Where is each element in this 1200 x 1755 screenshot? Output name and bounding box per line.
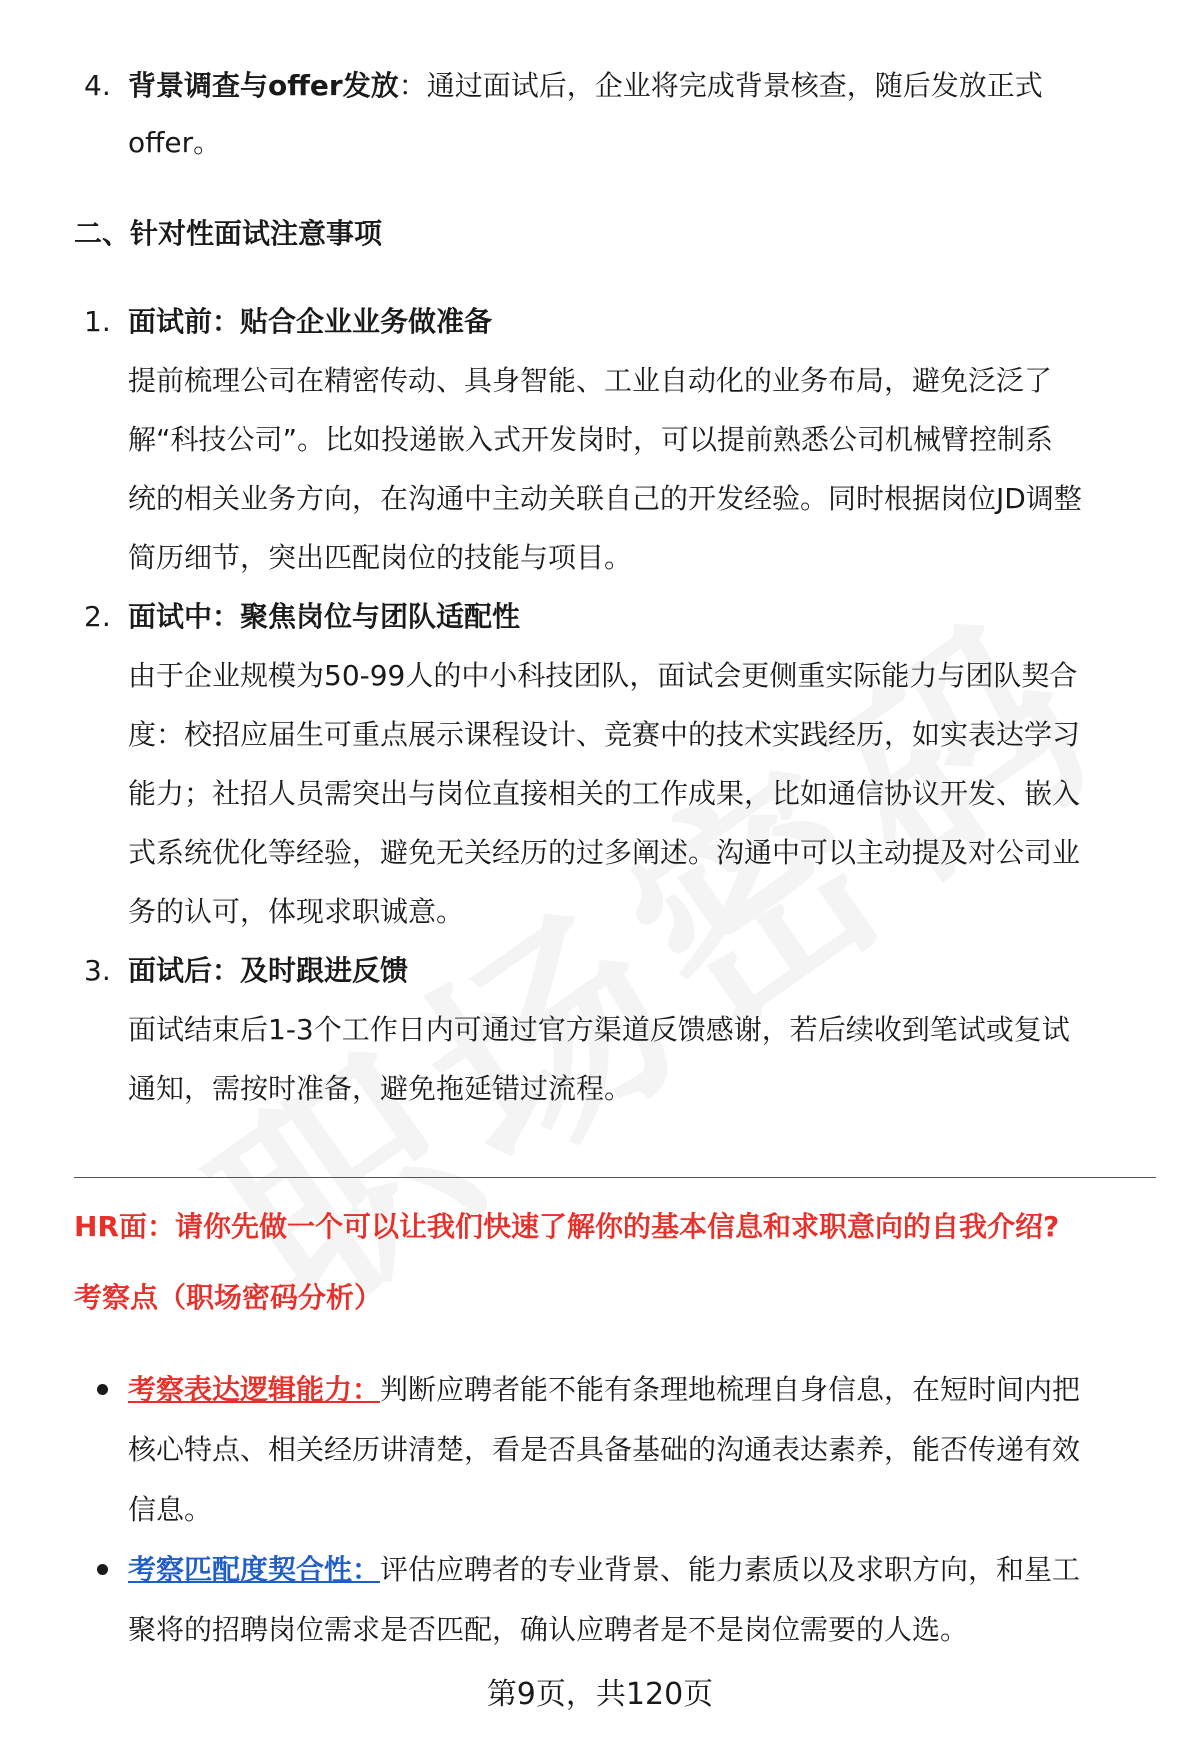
bullet-text: 信息。 xyxy=(128,1493,213,1526)
list-item-title: 面试后：及时跟进反馈 xyxy=(128,954,409,987)
list-number: 4. xyxy=(84,69,111,102)
bullet-text: 核心特点、相关经历讲清楚，看是否具备基础的沟通表达素养，能否传递有效 xyxy=(128,1433,1081,1466)
paragraph-line: 面试结束后1-3个工作日内可通过官方渠道反馈感谢，若后续收到笔试或复试 xyxy=(128,1013,1070,1046)
list-item-text: offer。 xyxy=(128,126,222,159)
paragraph-line: 式系统优化等经验，避免无关经历的过多阐述。沟通中可以主动提及对公司业 xyxy=(128,836,1081,869)
analysis-subtitle: 考察点（职场密码分析） xyxy=(74,1281,383,1314)
bullet-dot-icon xyxy=(97,1384,108,1395)
list-item-text: 通过面试后，企业将完成背景核查，随后发放正式 xyxy=(426,69,1043,102)
list-item-title: 面试中：聚焦岗位与团队适配性 xyxy=(128,600,521,633)
paragraph-line: 由于企业规模为50-99人的中小科技团队，面试会更侧重实际能力与团队契合 xyxy=(128,659,1078,692)
paragraph-line: 统的相关业务方向，在沟通中主动关联自己的开发经验。同时根据岗位JD调整 xyxy=(128,482,1082,515)
paragraph-line: 务的认可，体现求职诚意。 xyxy=(128,895,465,928)
document-page: 4. 背景调查与offer发放：通过面试后，企业将完成背景核查，随后发放正式 offer。 二、针对性面试注意事项 1. 面试前：贴合企业业务做准备 提前梳理公司在精密传动、具身智能、工业自动化的业务布局，避免泛泛了 解“科技公司”。比如投递嵌入式开发岗时，可以提前熟悉公司机械臂控制系 统的相关业务方向，在沟通中主动关联自己的开发经验。同时根据岗位JD调整 简历细节，突出匹配岗位的技能与项目。 2. 面试中：聚焦岗位与团队适配性 由于企业规模为50-99人的中小科技团队，面试会更侧重实际能力与团队契合 度：校招应届生可重点展示课程设计、竞赛中的技术实践经历，如实表达学习 能力；社招人员需突出与岗位直接相关的工作成果，比如通信协议开发、嵌入 式系统优化等经验，避免无关经历的过多阐述。沟通中可以主动提及对公司业 务的认可，体现求职诚意。 3. 面试后：及时跟进反馈 面试结束后1-3个工作日内可通过官方渠道反馈感谢，若后续收到笔试或复试 通知，需按时准备，避免拖延错过流程。 HR面：请你先做一个可以让我们快速了解你的基本信息和求职意向的自我介绍? 考察点（职场密码分析） 考察表达逻辑能力：判断应聘者能不能有条理地梳理自身信息，在短时间内把 核心特点、相关经历讲清楚，看是否具备基础的沟通表达素养，能否传递有效 信息。 考察匹配度契合性：评估应聘者的专业背景、能力素质以及求职方向，和星工 聚将的招聘岗位需求是否匹配，确认应聘者是不是岗位需要的人选。 第9页，共120页 xyxy=(0,0,1200,1755)
list-number: 1. xyxy=(84,305,111,338)
list-item-title: 背景调查与offer发放 xyxy=(128,69,399,102)
paragraph-line: 解“科技公司”。比如投递嵌入式开发岗时，可以提前熟悉公司机械臂控制系 xyxy=(128,423,1054,456)
paragraph-line: 能力；社招人员需突出与岗位直接相关的工作成果，比如通信协议开发、嵌入 xyxy=(128,777,1081,810)
bullet-text: 聚将的招聘岗位需求是否匹配，确认应聘者是不是岗位需要的人选。 xyxy=(128,1613,969,1646)
list-item-title: 面试前：贴合企业业务做准备 xyxy=(128,305,493,338)
bullet-label-link[interactable]: 考察表达逻辑能力： xyxy=(128,1373,381,1406)
bullet-text: 判断应聘者能不能有条理地梳理自身信息，在短时间内把 xyxy=(380,1373,1081,1406)
bullet-label-link[interactable]: 考察匹配度契合性： xyxy=(128,1553,381,1586)
paragraph-line: 提前梳理公司在精密传动、具身智能、工业自动化的业务布局，避免泛泛了 xyxy=(128,364,1053,397)
list-number: 2. xyxy=(84,600,111,633)
paragraph-line: 度：校招应届生可重点展示课程设计、竞赛中的技术实践经历，如实表达学习 xyxy=(128,718,1081,751)
list-number: 3. xyxy=(84,954,111,987)
horizontal-divider xyxy=(74,1177,1156,1178)
paragraph-line: 通知，需按时准备，避免拖延错过流程。 xyxy=(128,1072,633,1105)
bullet-text: 评估应聘者的专业背景、能力素质以及求职方向，和星工 xyxy=(380,1553,1081,1586)
bullet-dot-icon xyxy=(97,1564,108,1575)
section-heading: 二、针对性面试注意事项 xyxy=(74,217,383,250)
page-number: 第9页，共120页 xyxy=(486,1677,714,1712)
hr-question-title: HR面：请你先做一个可以让我们快速了解你的基本信息和求职意向的自我介绍? xyxy=(74,1210,1060,1243)
paragraph-line: 简历细节，突出匹配岗位的技能与项目。 xyxy=(128,541,633,574)
